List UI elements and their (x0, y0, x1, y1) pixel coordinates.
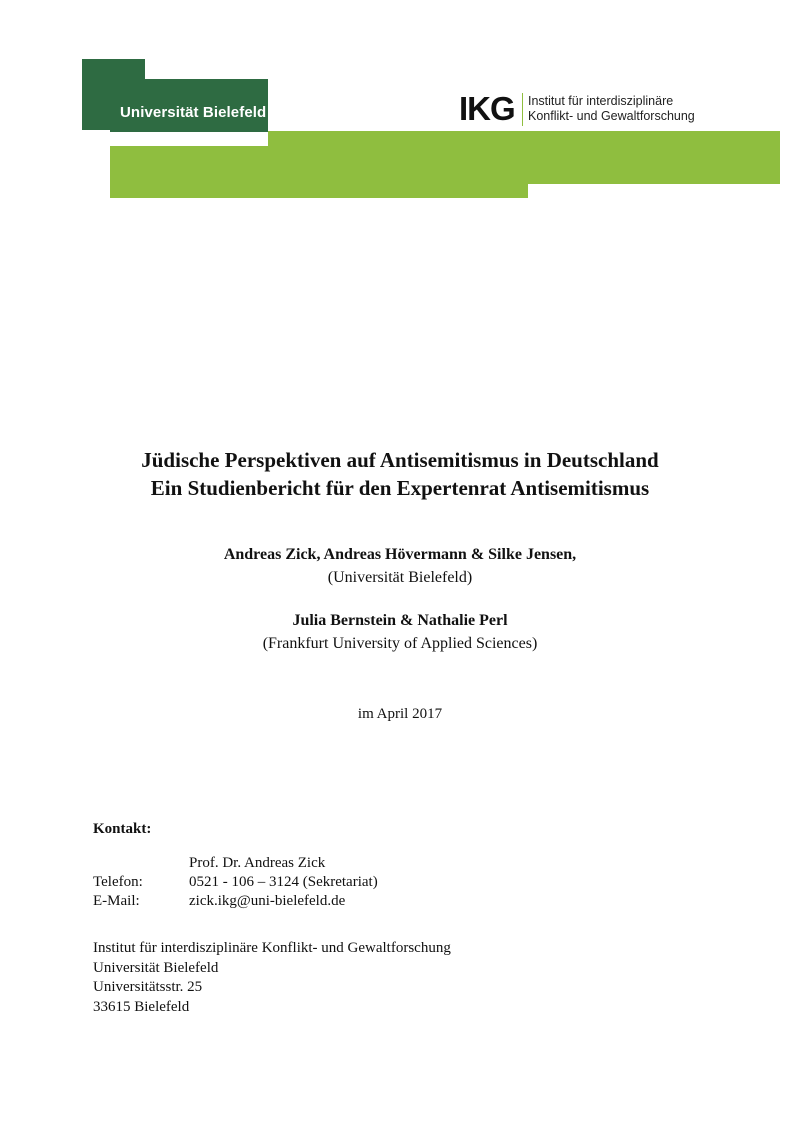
title-line-2: Ein Studienbericht für den Expertenrat Antisemitismus (150, 476, 650, 500)
address-line-2: Universität Bielefeld (93, 959, 219, 976)
ikg-institute-name (528, 94, 695, 124)
banner-lime-lower (110, 146, 528, 198)
address-line-1: Institut für interdisziplinäre Konflikt- und Gewaltforschung (93, 940, 451, 956)
university-name: Universität Bielefeld (120, 104, 267, 121)
logo-notch (145, 59, 268, 79)
publication-date: im April 2017 (357, 706, 443, 722)
banner-divider (110, 130, 268, 132)
ikg-logo-separator (522, 93, 523, 126)
email-label: E-Mail: (93, 893, 140, 909)
affiliation-group-1: (Universität Bielefeld) (327, 569, 473, 586)
address-line-3: Universitätsstr. 25 (93, 979, 203, 995)
ikg-logo: IKG (459, 90, 515, 127)
ikg-line-2: Konflikt- und Gewaltforschung (528, 109, 695, 123)
contact-label: Kontakt: (93, 821, 152, 837)
authors-group-1: Andreas Zick, Andreas Hövermann & Silke Jensen, (223, 546, 577, 563)
address-line-4: 33615 Bielefeld (93, 998, 190, 1015)
phone-label: Telefon: (93, 874, 143, 890)
ikg-line-1: Institut für interdisziplinäre (528, 94, 674, 108)
title-line-1: Jüdische Perspektiven auf Antisemitismus in Deutschland (141, 448, 659, 472)
email-value[interactable]: zick.ikg@uni-bielefeld.de (189, 893, 346, 909)
phone-value: 0521 - 106 – 3124 (Sekretariat) (189, 874, 378, 890)
institute-address (93, 939, 451, 1017)
affiliation-group-2: (Frankfurt University of Applied Sciences) (262, 635, 538, 652)
authors-group-2: Julia Bernstein & Nathalie Perl (292, 612, 508, 629)
document-title (0, 446, 800, 502)
contact-name: Prof. Dr. Andreas Zick (189, 855, 326, 871)
